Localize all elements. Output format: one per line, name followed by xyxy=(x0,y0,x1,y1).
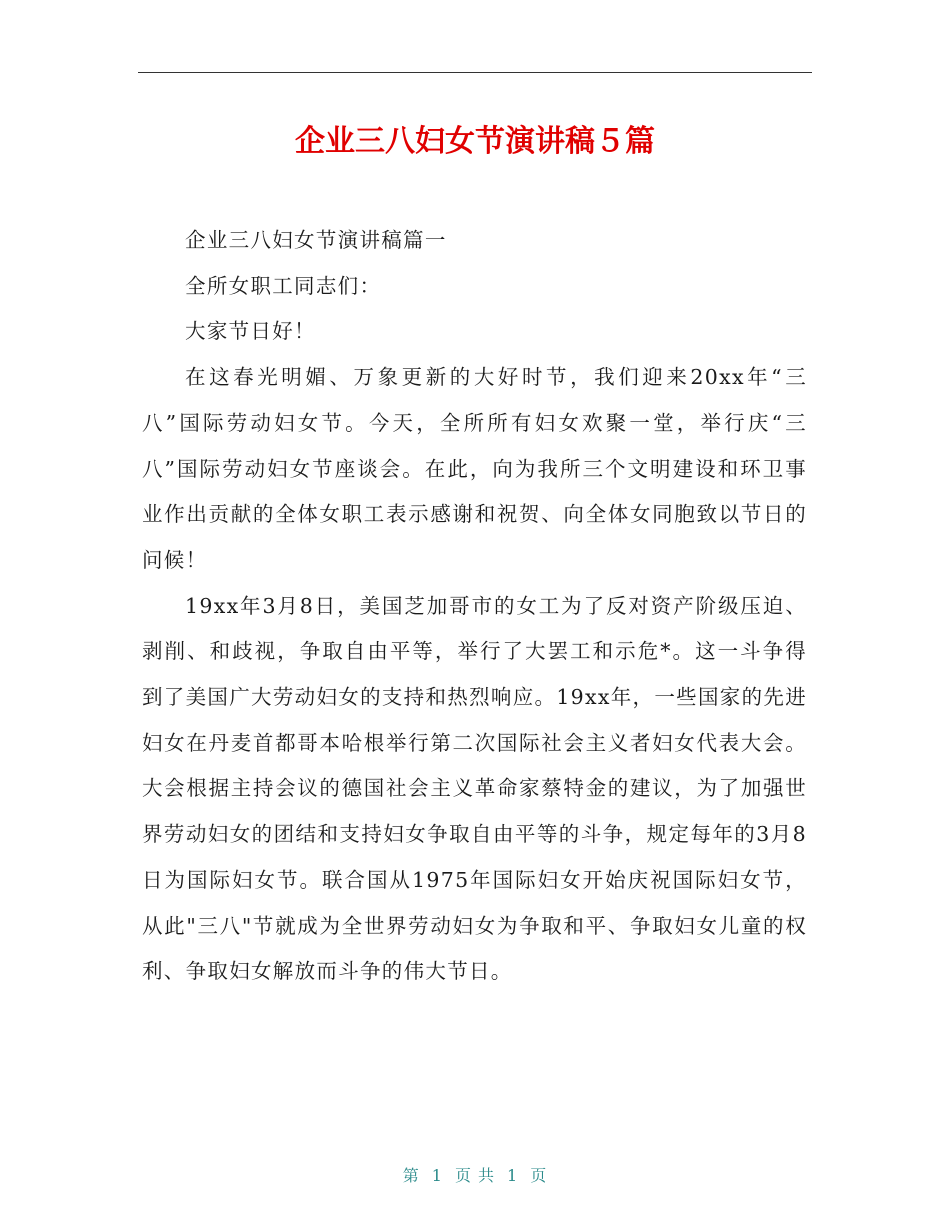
footer-mid: 页 共 xyxy=(454,1166,496,1185)
footer-prefix: 第 xyxy=(402,1166,420,1185)
greeting: 大家节日好！ xyxy=(185,319,316,344)
paragraph-intro: 在这春光明媚、万象更新的大好时节，我们迎来20xx年“三八”国际劳动妇女节。今天，全所所有妇女欢聚一堂，举行庆“三八”国际劳动妇女节座谈会。在此，向为我所三个文明建设和环卫事业作出贡献的全体女职工表示感谢和祝贺、向全体女同胞致以节日的问候！ xyxy=(142,365,807,572)
document-title: 企业三八妇女节演讲稿５篇 xyxy=(295,124,655,159)
footer-suffix: 页 xyxy=(530,1166,548,1185)
total-pages-number: 1 xyxy=(507,1166,519,1185)
page-footer xyxy=(0,1164,950,1188)
section-heading: 企业三八妇女节演讲稿篇一 xyxy=(185,228,447,252)
paragraph-history: 19xx年3月8日，美国芝加哥市的女工为了反对资产阶级压迫、剥削、和歧视，争取自由平等，举行了大罢工和示危*。这一斗争得到了美国广大劳动妇女的支持和热烈响应。19xx年，一些国家的先进妇女在丹麦首都哥本哈根举行第二次国际社会主义者妇女代表大会。大会根据主持会议的德国社会主义革命家蔡特金的建议，为了加强世界劳动妇女的团结和支持妇女争取自由平等的斗争，规定每年的3月8日为国际妇女节。联合国从1975年国际妇女开始庆祝国际妇女节，从此"三八"节就成为全世界劳动妇女为争取和平、争取妇女儿童的权利、争取妇女解放而斗争的伟大节日。 xyxy=(142,593,807,984)
salutation: 全所女职工同志们： xyxy=(185,273,382,298)
header-rule xyxy=(138,72,812,73)
document-body xyxy=(142,218,807,995)
current-page-number: 1 xyxy=(431,1166,443,1185)
